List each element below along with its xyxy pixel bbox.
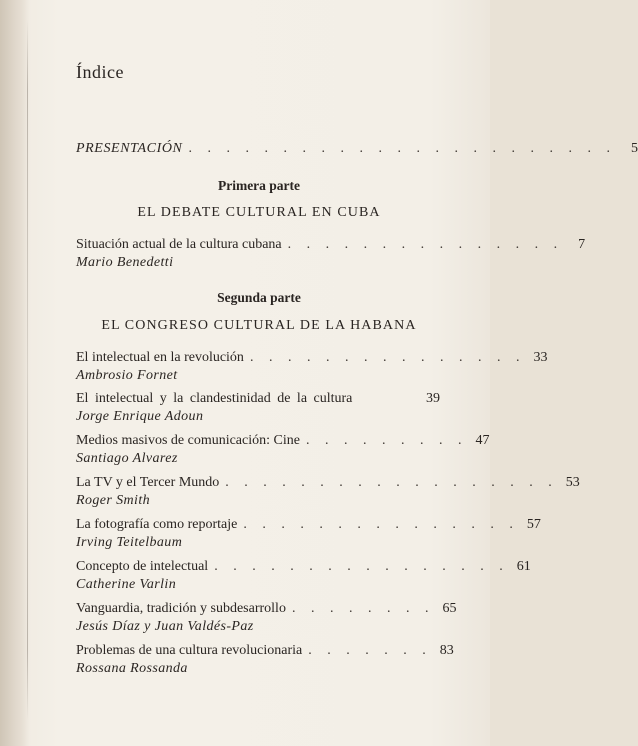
part-heading: EL DEBATE CULTURAL EN CUBA bbox=[137, 205, 381, 220]
entry-title: PRESENTACIÓN bbox=[76, 141, 183, 156]
entry-title: Concepto de intelectual bbox=[76, 559, 209, 574]
toc-entry bbox=[76, 516, 541, 552]
dot-leader: . . . . . . . . . . . . . . . bbox=[287, 237, 564, 252]
toc-entry bbox=[76, 236, 586, 272]
page-number: 65 bbox=[442, 601, 457, 616]
page-number: 47 bbox=[475, 433, 490, 448]
entry-title: Problemas de una cultura revolucionaria bbox=[76, 643, 303, 658]
dot-leader: . . . . . . . . . bbox=[305, 433, 468, 448]
entry-title: Medios masivos de comunicación: Cine bbox=[76, 433, 300, 448]
entry-author: Santiago Alvarez bbox=[76, 451, 178, 466]
toc-entry bbox=[76, 600, 457, 636]
page-number: 83 bbox=[439, 643, 454, 658]
toc-entry bbox=[76, 474, 580, 510]
page-number: 61 bbox=[516, 559, 531, 574]
entry-author: Mario Benedetti bbox=[76, 255, 174, 270]
toc-entry-presentation bbox=[76, 140, 638, 158]
entry-author: Roger Smith bbox=[76, 493, 151, 508]
page-number: 57 bbox=[526, 517, 541, 532]
part-heading: EL CONGRESO CULTURAL DE LA HABANA bbox=[101, 318, 417, 333]
dot-leader: . . . . . . . . . . . . . . . . . . . . . . . bbox=[188, 141, 616, 156]
entry-author: Jorge Enrique Adoun bbox=[76, 409, 204, 424]
entry-author: Jesús Díaz y Juan Valdés-Paz bbox=[76, 619, 254, 634]
entry-title: El intelectual en la revolución bbox=[76, 350, 244, 365]
toc-entry bbox=[76, 349, 548, 385]
page-number: 39 bbox=[426, 391, 440, 406]
page-number: 5 bbox=[631, 141, 638, 156]
page-gutter bbox=[0, 0, 30, 746]
entry-author: Ambrosio Fornet bbox=[76, 368, 178, 383]
entry-author: Catherine Varlin bbox=[76, 577, 177, 592]
dot-leader: . . . . . . . . . . . . . . . bbox=[243, 517, 519, 532]
entry-title: La fotografía como reportaje bbox=[76, 517, 238, 532]
toc-entry bbox=[76, 432, 490, 468]
part-label: Segunda parte bbox=[217, 290, 301, 305]
page-number: 33 bbox=[533, 350, 548, 365]
entry-title: La TV y el Tercer Mundo bbox=[76, 475, 220, 490]
entry-title: Vanguardia, tradición y subdesarrollo bbox=[76, 601, 286, 616]
entry-author: Rossana Rossanda bbox=[76, 661, 188, 676]
divider bbox=[76, 340, 442, 341]
toc-entry bbox=[76, 642, 454, 678]
dot-leader: . . . . . . . bbox=[308, 643, 432, 658]
dot-leader: . . . . . . . . . . . . . . . bbox=[249, 350, 526, 365]
gutter-crease bbox=[27, 20, 28, 720]
dot-leader: . . . . . . . . bbox=[291, 601, 435, 616]
toc-entry bbox=[76, 390, 440, 426]
page-number: 7 bbox=[578, 237, 586, 252]
part-label: Primera parte bbox=[217, 178, 301, 193]
page-number: 53 bbox=[565, 475, 580, 490]
entry-author: Irving Teitelbaum bbox=[76, 535, 183, 550]
dot-leader: . . . . . . . . . . . . . . . . bbox=[214, 559, 509, 574]
entry-title: Situación actual de la cultura cubana bbox=[76, 237, 282, 252]
dot-leader: . . . . . . . . . . . . . . . . . . bbox=[225, 475, 558, 490]
page-title: Índice bbox=[76, 62, 124, 82]
toc-entry bbox=[76, 558, 531, 594]
entry-title: El intelectual y la clandestinidad de la cultura bbox=[76, 391, 353, 406]
